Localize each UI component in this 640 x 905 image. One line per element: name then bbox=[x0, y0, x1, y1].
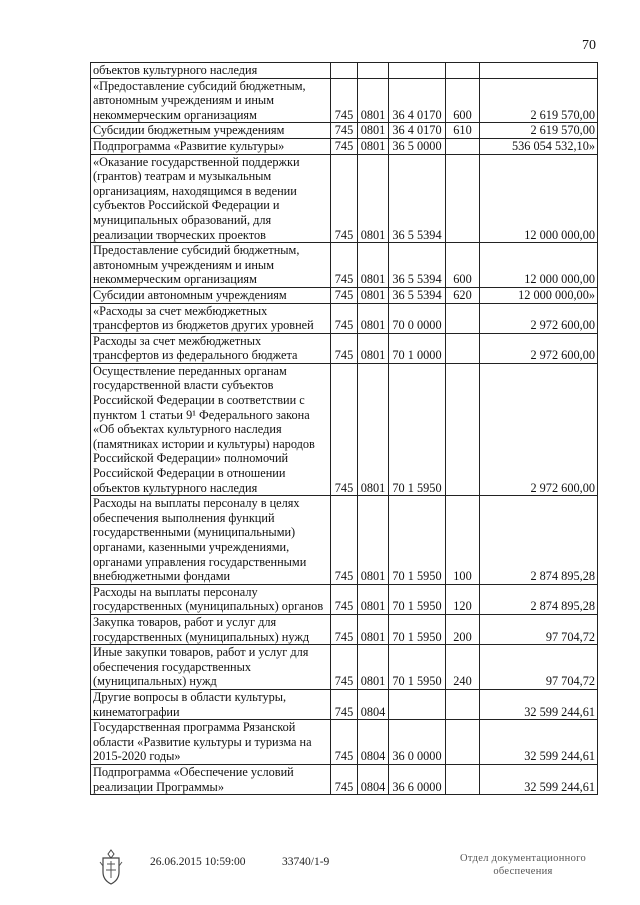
row-amount: 2 619 570,00 bbox=[480, 78, 598, 123]
row-ved-code: 745 bbox=[331, 333, 358, 363]
row-name: Субсидии автономным учреждениям bbox=[91, 287, 331, 303]
row-target-article: 70 1 5950 bbox=[389, 584, 446, 614]
row-name: Расходы на выплаты персоналу в целях обеспечения выполнения функций государственными (муниципальными) органами, казенными учреждениями, органами управления государственными внебюджетными фондами bbox=[91, 496, 331, 585]
row-name: Иные закупки товаров, работ и услуг для обеспечения государственных (муниципальных) нужд bbox=[91, 645, 331, 690]
row-target-article: 70 1 0000 bbox=[389, 333, 446, 363]
row-target-article: 36 0 0000 bbox=[389, 720, 446, 765]
row-amount: 2 874 895,28 bbox=[480, 584, 598, 614]
row-expense-type bbox=[446, 333, 480, 363]
row-name: Подпрограмма «Развитие культуры» bbox=[91, 138, 331, 154]
row-name: Осуществление переданных органам государственной власти субъектов Российской Федерации в соответствии с пунктом 1 статьи 9¹ Федерального закона «Об объектах культурного наследия (памятниках истории и культуры) народов Российской Федерации» полномочий Российской Федерации в отношении объектов культурного наследия bbox=[91, 363, 331, 495]
row-amount: 32 599 244,61 bbox=[480, 689, 598, 719]
row-section-code: 0801 bbox=[358, 123, 389, 139]
row-ved-code bbox=[331, 63, 358, 79]
row-section-code: 0804 bbox=[358, 689, 389, 719]
row-section-code: 0801 bbox=[358, 243, 389, 288]
row-name: Другие вопросы в области культуры, кинематографии bbox=[91, 689, 331, 719]
row-ved-code: 745 bbox=[331, 496, 358, 585]
table-row bbox=[91, 123, 598, 139]
row-expense-type: 120 bbox=[446, 584, 480, 614]
row-section-code: 0801 bbox=[358, 645, 389, 690]
table-row bbox=[91, 720, 598, 765]
row-ved-code: 745 bbox=[331, 138, 358, 154]
row-ved-code: 745 bbox=[331, 78, 358, 123]
row-amount: 2 972 600,00 bbox=[480, 303, 598, 333]
row-target-article: 70 1 5950 bbox=[389, 614, 446, 644]
row-name: Закупка товаров, работ и услуг для государственных (муниципальных) нужд bbox=[91, 614, 331, 644]
row-section-code: 0801 bbox=[358, 154, 389, 243]
table-row bbox=[91, 154, 598, 243]
row-name: Подпрограмма «Обеспечение условий реализации Программы» bbox=[91, 764, 331, 794]
row-ved-code: 745 bbox=[331, 614, 358, 644]
footer-datetime: 26.06.2015 10:59:00 bbox=[150, 856, 246, 868]
row-section-code: 0801 bbox=[358, 333, 389, 363]
row-amount: 32 599 244,61 bbox=[480, 764, 598, 794]
row-ved-code: 745 bbox=[331, 363, 358, 495]
row-section-code: 0801 bbox=[358, 287, 389, 303]
table-row bbox=[91, 689, 598, 719]
table-row bbox=[91, 333, 598, 363]
row-ved-code: 745 bbox=[331, 287, 358, 303]
table-row bbox=[91, 764, 598, 794]
page-number: 70 bbox=[582, 38, 596, 53]
footer-doc-number: 33740/1-9 bbox=[282, 856, 330, 868]
row-expense-type bbox=[446, 720, 480, 765]
row-section-code: 0804 bbox=[358, 764, 389, 794]
row-amount: 97 704,72 bbox=[480, 645, 598, 690]
row-target-article: 70 0 0000 bbox=[389, 303, 446, 333]
row-name: «Предоставление субсидий бюджетным, автономным учреждениям и иным некоммерческим организациям bbox=[91, 78, 331, 123]
row-name: объектов культурного наследия bbox=[91, 63, 331, 79]
row-target-article: 36 4 0170 bbox=[389, 123, 446, 139]
row-amount: 2 619 570,00 bbox=[480, 123, 598, 139]
row-ved-code: 745 bbox=[331, 123, 358, 139]
row-section-code: 0804 bbox=[358, 720, 389, 765]
row-expense-type: 240 bbox=[446, 645, 480, 690]
table-row bbox=[91, 584, 598, 614]
row-expense-type bbox=[446, 138, 480, 154]
table-row bbox=[91, 138, 598, 154]
row-name: «Оказание государственной поддержки (грантов) театрам и музыкальным организациям, находящимся в ведении субъектов Российской Федерации и муниципальных образований, для реализации творческих проектов bbox=[91, 154, 331, 243]
row-name: Расходы на выплаты персоналу государственных (муниципальных) органов bbox=[91, 584, 331, 614]
row-target-article: 36 4 0170 bbox=[389, 78, 446, 123]
row-amount: 12 000 000,00 bbox=[480, 154, 598, 243]
row-amount: 12 000 000,00 bbox=[480, 243, 598, 288]
stamp-line-1: Отдел документационного bbox=[459, 853, 587, 864]
row-expense-type: 600 bbox=[446, 78, 480, 123]
row-name: Расходы за счет межбюджетных трансфертов из федерального бюджета bbox=[91, 333, 331, 363]
row-expense-type bbox=[446, 689, 480, 719]
row-section-code: 0801 bbox=[358, 303, 389, 333]
row-expense-type: 200 bbox=[446, 614, 480, 644]
table-row bbox=[91, 363, 598, 495]
row-expense-type: 100 bbox=[446, 496, 480, 585]
row-name: Предоставление субсидий бюджетным, автономным учреждениям и иным некоммерческим организациям bbox=[91, 243, 331, 288]
row-ved-code: 745 bbox=[331, 303, 358, 333]
row-amount: 2 874 895,28 bbox=[480, 496, 598, 585]
row-expense-type: 610 bbox=[446, 123, 480, 139]
row-target-article: 36 5 0000 bbox=[389, 138, 446, 154]
row-amount: 32 599 244,61 bbox=[480, 720, 598, 765]
row-amount: 2 972 600,00 bbox=[480, 363, 598, 495]
row-ved-code: 745 bbox=[331, 720, 358, 765]
row-section-code: 0801 bbox=[358, 363, 389, 495]
table-row bbox=[91, 243, 598, 288]
row-ved-code: 745 bbox=[331, 645, 358, 690]
row-section-code bbox=[358, 63, 389, 79]
coat-of-arms-emblem bbox=[96, 848, 126, 886]
row-expense-type: 600 bbox=[446, 243, 480, 288]
row-target-article: 70 1 5950 bbox=[389, 363, 446, 495]
row-target-article: 36 5 5394 bbox=[389, 287, 446, 303]
department-stamp bbox=[448, 852, 598, 878]
table-row bbox=[91, 63, 598, 79]
row-expense-type bbox=[446, 363, 480, 495]
row-amount bbox=[480, 63, 598, 79]
row-target-article: 70 1 5950 bbox=[389, 645, 446, 690]
stamp-line-2: обеспечения bbox=[493, 866, 553, 877]
table-row bbox=[91, 645, 598, 690]
row-amount: 536 054 532,10» bbox=[480, 138, 598, 154]
row-expense-type: 620 bbox=[446, 287, 480, 303]
table-row bbox=[91, 614, 598, 644]
row-target-article: 36 5 5394 bbox=[389, 243, 446, 288]
row-ved-code: 745 bbox=[331, 154, 358, 243]
row-ved-code: 745 bbox=[331, 243, 358, 288]
row-amount: 2 972 600,00 bbox=[480, 333, 598, 363]
row-ved-code: 745 bbox=[331, 764, 358, 794]
row-section-code: 0801 bbox=[358, 584, 389, 614]
row-section-code: 0801 bbox=[358, 496, 389, 585]
row-target-article: 36 5 5394 bbox=[389, 154, 446, 243]
row-section-code: 0801 bbox=[358, 78, 389, 123]
row-target-article bbox=[389, 63, 446, 79]
row-name: «Расходы за счет межбюджетных трансфертов из бюджетов других уровней bbox=[91, 303, 331, 333]
row-ved-code: 745 bbox=[331, 584, 358, 614]
table-row bbox=[91, 78, 598, 123]
row-amount: 97 704,72 bbox=[480, 614, 598, 644]
row-target-article: 70 1 5950 bbox=[389, 496, 446, 585]
row-ved-code: 745 bbox=[331, 689, 358, 719]
row-expense-type bbox=[446, 303, 480, 333]
row-expense-type bbox=[446, 63, 480, 79]
row-target-article bbox=[389, 689, 446, 719]
budget-table bbox=[90, 62, 598, 795]
row-expense-type bbox=[446, 154, 480, 243]
budget-table-body bbox=[91, 63, 598, 795]
table-row bbox=[91, 496, 598, 585]
table-row bbox=[91, 287, 598, 303]
row-section-code: 0801 bbox=[358, 614, 389, 644]
row-name: Государственная программа Рязанской области «Развитие культуры и туризма на 2015-2020 годы» bbox=[91, 720, 331, 765]
row-target-article: 36 6 0000 bbox=[389, 764, 446, 794]
row-amount: 12 000 000,00» bbox=[480, 287, 598, 303]
row-name: Субсидии бюджетным учреждениям bbox=[91, 123, 331, 139]
row-section-code: 0801 bbox=[358, 138, 389, 154]
row-expense-type bbox=[446, 764, 480, 794]
table-row bbox=[91, 303, 598, 333]
